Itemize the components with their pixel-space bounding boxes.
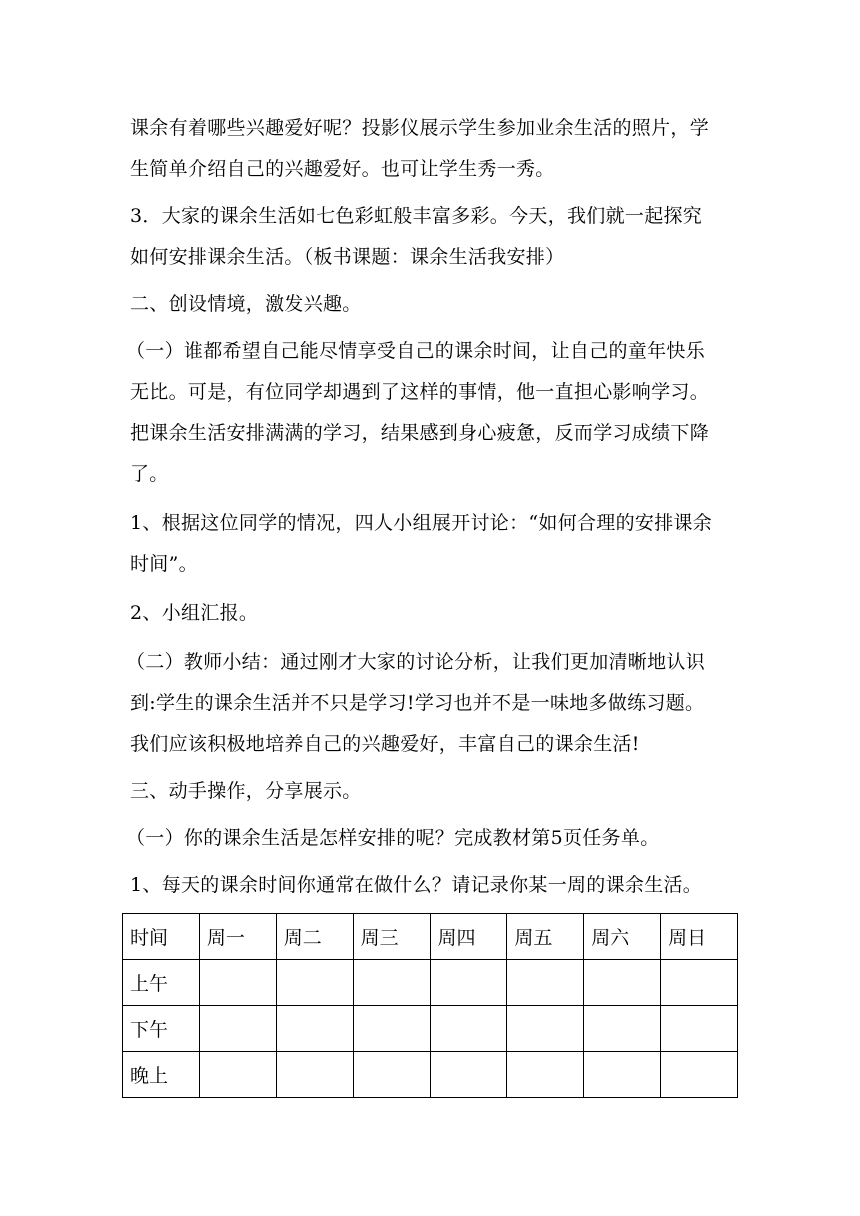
table-cell <box>353 960 430 1006</box>
table-cell <box>199 1006 276 1052</box>
section-heading: 二、创设情境，激发兴趣。 <box>130 293 362 315</box>
paragraph-line: 生简单介绍自己的兴趣爱好。也可让学生秀一秀。 <box>130 158 555 180</box>
paragraph-line: 把课余生活安排满满的学习，结果感到身心疲惫，反而学习成绩下降 <box>130 422 710 444</box>
table-header-cell: 周日 <box>661 914 738 960</box>
table-cell <box>430 1006 507 1052</box>
paragraph-line: 我们应该积极地培养自己的兴趣爱好，丰富自己的课余生活! <box>130 733 640 755</box>
section-heading: 三、动手操作，分享展示。 <box>130 780 362 802</box>
table-header-cell: 周二 <box>276 914 353 960</box>
paragraph-line: 了。 <box>130 463 169 485</box>
table-cell <box>507 960 584 1006</box>
table-cell <box>276 960 353 1006</box>
paragraph-line: 3．大家的课余生活如七色彩虹般丰富多彩。今天，我们就一起探究 <box>130 205 703 227</box>
table-cell: 下午 <box>123 1006 200 1052</box>
table-cell <box>199 1052 276 1098</box>
table-header-cell: 周六 <box>584 914 661 960</box>
table-header-row <box>123 914 738 960</box>
table-row <box>123 960 738 1006</box>
table-cell <box>353 1006 430 1052</box>
weekly-schedule-table <box>122 913 738 1098</box>
table-row <box>123 1052 738 1098</box>
table-cell: 晚上 <box>123 1052 200 1098</box>
table-cell <box>584 1052 661 1098</box>
table-header-cell: 周四 <box>430 914 507 960</box>
table-header-cell: 时间 <box>123 914 200 960</box>
table-cell <box>430 1052 507 1098</box>
paragraph-line: 1、根据这位同学的情况，四人小组展开讨论：“如何合理的安排课余 <box>130 512 713 534</box>
table-cell <box>584 960 661 1006</box>
paragraph-line: （一）你的课余生活是怎样安排的呢？完成教材第5页任务单。 <box>126 827 660 849</box>
document-body <box>126 108 740 906</box>
table-cell <box>507 1052 584 1098</box>
paragraph-line: 到:学生的课余生活并不只是学习!学习也并不是一味地多做练习题。 <box>130 692 705 714</box>
table-cell <box>661 1006 738 1052</box>
paragraph-line: 时间”。 <box>130 553 198 575</box>
paragraph-line: 课余有着哪些兴趣爱好呢？投影仪展示学生参加业余生活的照片，学 <box>130 117 710 139</box>
paragraph-line: 无比。可是，有位同学却遇到了这样的事情，他一直担心影响学习。 <box>130 381 710 403</box>
table-cell <box>584 1006 661 1052</box>
table-cell <box>276 1052 353 1098</box>
paragraph-line: 如何安排课余生活。（板书课题：课余生活我安排） <box>130 246 565 268</box>
paragraph-line: 2、小组汇报。 <box>130 602 259 624</box>
paragraph-line: （一）谁都希望自己能尽情享受自己的课余时间，让自己的童年快乐 <box>126 340 706 362</box>
table-cell <box>507 1006 584 1052</box>
table-cell <box>661 960 738 1006</box>
table-cell <box>661 1052 738 1098</box>
table-header-cell: 周三 <box>353 914 430 960</box>
paragraph-line: 1、每天的课余时间你通常在做什么？请记录你某一周的课余生活。 <box>130 874 703 896</box>
paragraph-line: （二）教师小结：通过刚才大家的讨论分析，让我们更加清晰地认识 <box>126 651 706 673</box>
table-cell <box>353 1052 430 1098</box>
table-cell <box>276 1006 353 1052</box>
table-row <box>123 1006 738 1052</box>
table-header-cell: 周五 <box>507 914 584 960</box>
table-cell <box>199 960 276 1006</box>
table-cell <box>430 960 507 1006</box>
table-cell: 上午 <box>123 960 200 1006</box>
table-header-cell: 周一 <box>199 914 276 960</box>
